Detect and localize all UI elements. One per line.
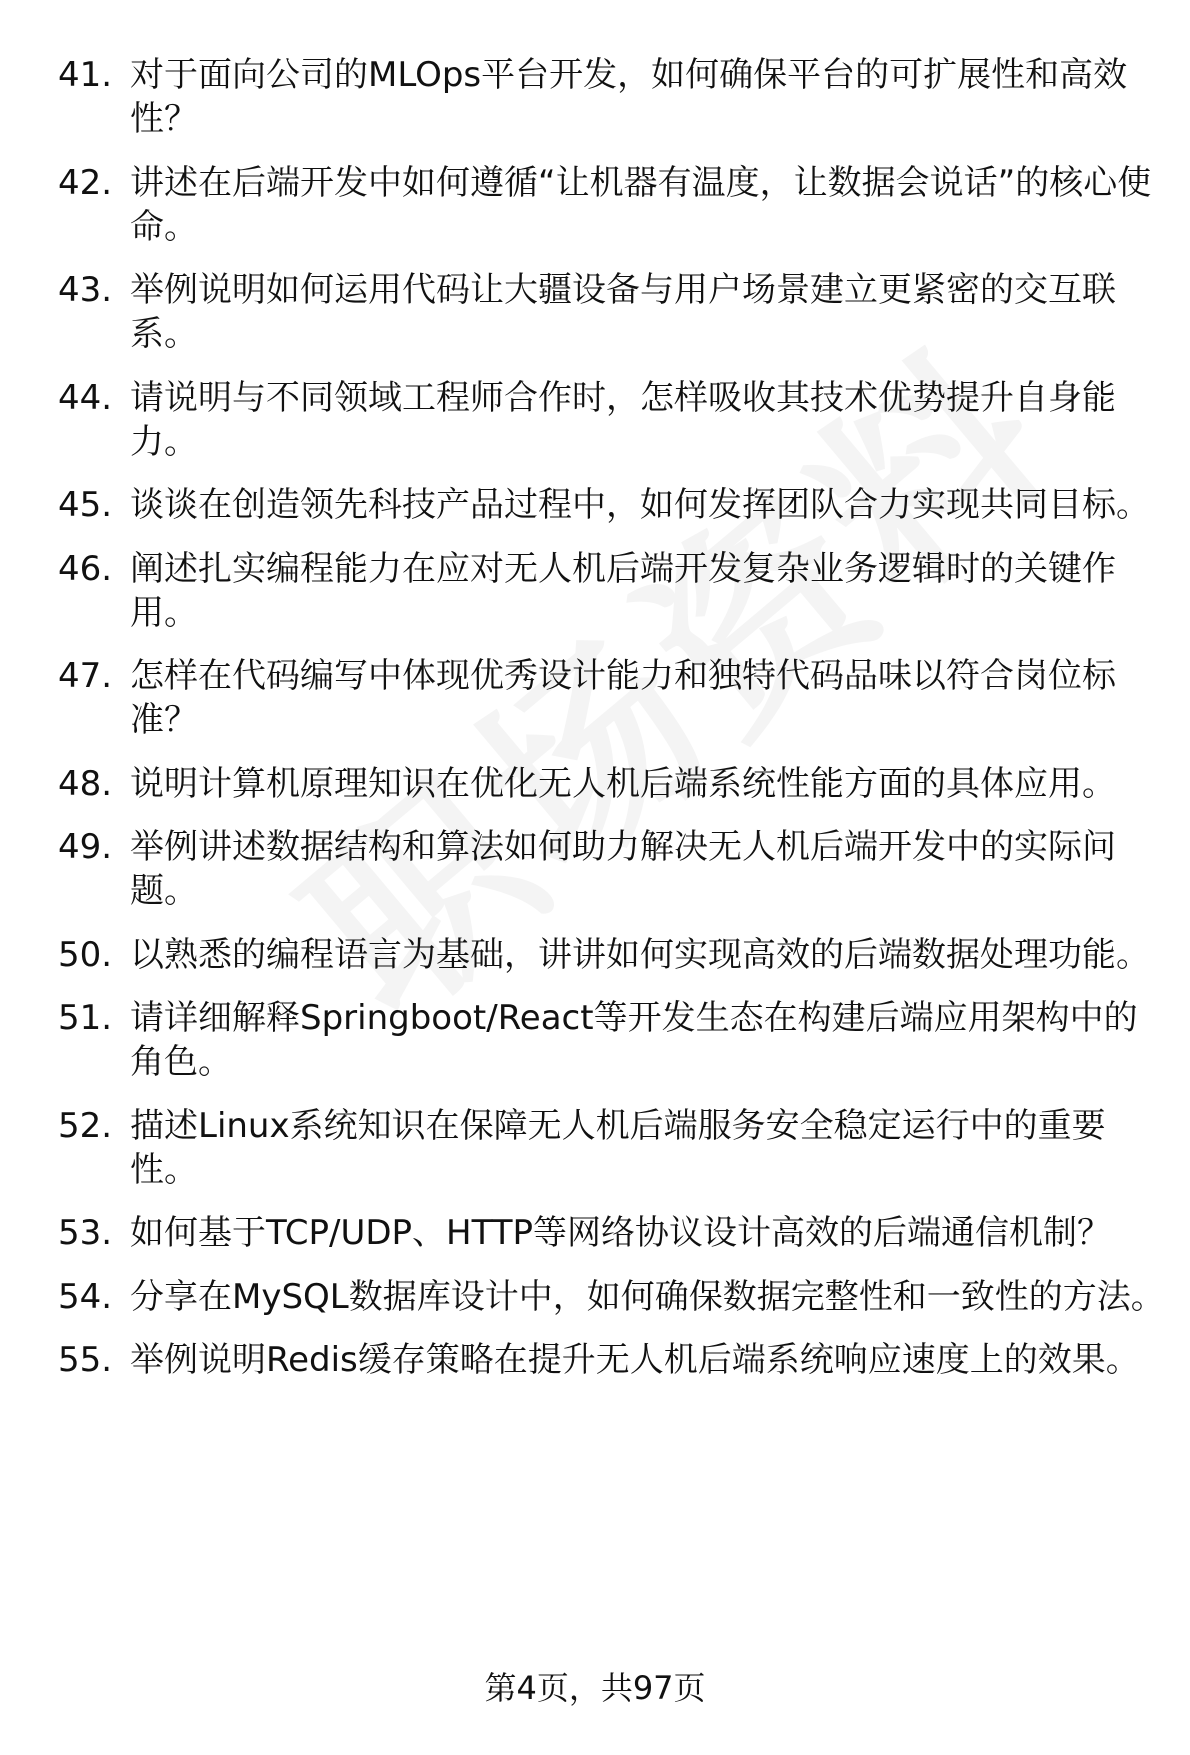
question-item — [58, 933, 1168, 977]
question-text: 怎样在代码编写中体现优秀设计能力和独特代码品味以符合岗位标准？ — [130, 656, 1116, 740]
question-number: 41. — [58, 55, 113, 95]
question-item — [58, 53, 1168, 141]
question-text: 举例说明如何运用代码让大疆设备与用户场景建立更紧密的交互联系。 — [130, 270, 1116, 354]
question-number: 53. — [58, 1213, 113, 1253]
question-text: 以熟悉的编程语言为基础，讲讲如何实现高效的后端数据处理功能。 — [130, 934, 1150, 975]
question-number: 50. — [58, 934, 113, 975]
question-number: 52. — [58, 1105, 113, 1146]
question-number: 43. — [58, 270, 113, 310]
question-number: 45. — [58, 485, 113, 525]
question-item — [58, 762, 1168, 806]
question-number: 46. — [58, 548, 113, 589]
question-text: 讲述在后端开发中如何遵循“让机器有温度，让数据会说话”的核心使命。 — [130, 162, 1152, 247]
question-item — [58, 483, 1168, 527]
question-item — [58, 825, 1168, 913]
question-text: 描述Linux系统知识在保障无人机后端服务安全稳定运行中的重要性。 — [130, 1105, 1106, 1190]
question-list — [58, 53, 1168, 1402]
question-item — [58, 268, 1168, 356]
question-item — [58, 547, 1168, 635]
question-text: 分享在MySQL数据库设计中，如何确保数据完整性和一致性的方法。 — [130, 1276, 1165, 1317]
question-text: 阐述扎实编程能力在应对无人机后端开发复杂业务逻辑时的关键作用。 — [130, 548, 1116, 633]
question-number: 55. — [58, 1340, 113, 1380]
question-item — [58, 1275, 1168, 1319]
question-text: 举例说明Redis缓存策略在提升无人机后端系统响应速度上的效果。 — [130, 1340, 1140, 1380]
question-item — [58, 161, 1168, 249]
question-item — [58, 376, 1168, 464]
question-item — [58, 1338, 1168, 1382]
question-item — [58, 996, 1168, 1084]
question-number: 51. — [58, 998, 113, 1038]
question-text: 请说明与不同领域工程师合作时，怎样吸收其技术优势提升自身能力。 — [130, 377, 1116, 462]
question-text: 请详细解释Springboot/React等开发生态在构建后端应用架构中的角色。 — [130, 998, 1138, 1082]
question-item — [58, 1104, 1168, 1192]
question-number: 44. — [58, 377, 113, 418]
page-footer: 第4页，共97页 — [484, 1669, 706, 1707]
question-number: 42. — [58, 162, 113, 203]
question-text: 对于面向公司的MLOps平台开发，如何确保平台的可扩展性和高效性？ — [130, 55, 1128, 139]
question-text: 如何基于TCP/UDP、HTTP等网络协议设计高效的后端通信机制？ — [130, 1213, 1112, 1253]
question-text: 说明计算机原理知识在优化无人机后端系统性能方面的具体应用。 — [130, 763, 1116, 804]
question-item — [58, 1211, 1168, 1255]
question-text: 谈谈在创造领先科技产品过程中，如何发挥团队合力实现共同目标。 — [130, 485, 1150, 525]
question-item — [58, 654, 1168, 742]
question-number: 49. — [58, 827, 113, 867]
question-text: 举例讲述数据结构和算法如何助力解决无人机后端开发中的实际问题。 — [130, 827, 1116, 911]
question-number: 54. — [58, 1276, 113, 1317]
question-number: 47. — [58, 656, 113, 696]
question-number: 48. — [58, 763, 113, 804]
